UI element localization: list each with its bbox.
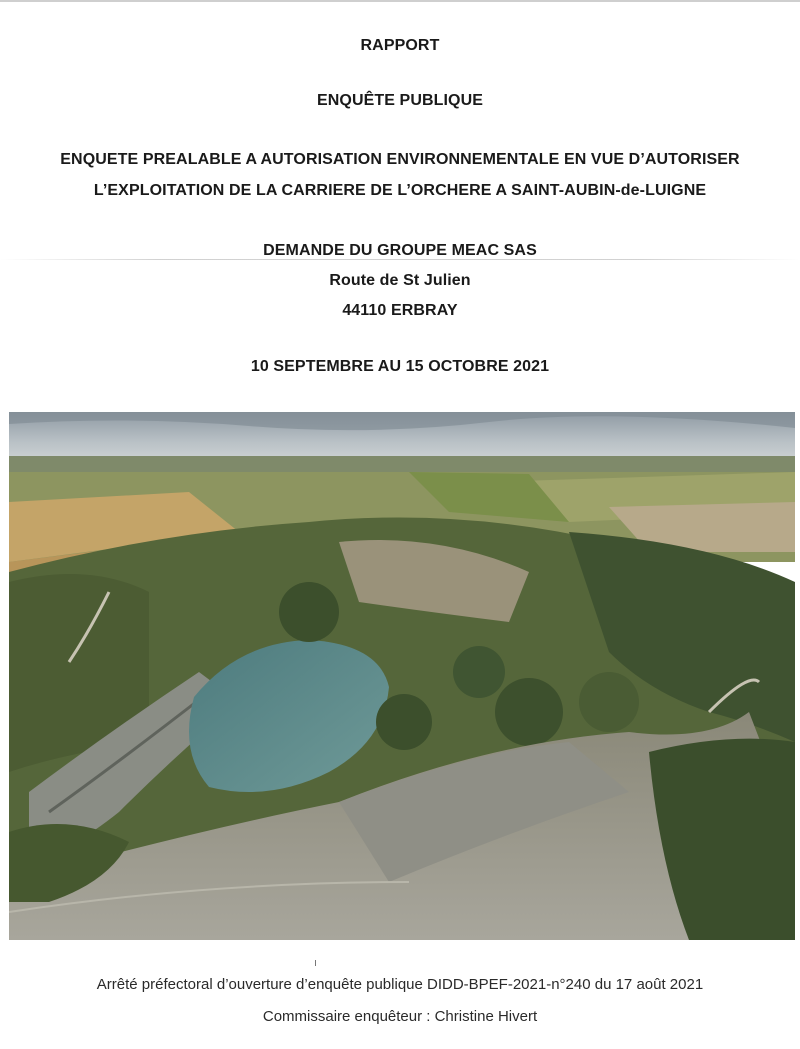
document-label-enquete: ENQUÊTE PUBLIQUE [316,92,484,109]
inquiry-dates: 10 SEPTEMBRE AU 15 OCTOBRE 2021 [250,358,550,375]
applicant-street: Route de St Julien [329,272,471,289]
quarry-aerial-photo [9,412,795,940]
scan-edge-top [0,0,800,2]
document-title-line-1: ENQUETE PREALABLE A AUTORISATION ENVIRONNEMENTALE EN VUE D’AUTORISER [60,151,740,168]
commissioner-name: Commissaire enquêteur : Christine Hivert [262,1008,538,1025]
document-label-rapport: RAPPORT [360,37,440,54]
applicant-city: 44110 ERBRAY [342,302,458,319]
document-title-line-2: L’EXPLOITATION DE LA CARRIERE DE L’ORCHERE A SAINT-AUBIN-de-LUIGNE [93,182,707,199]
scan-mark [315,960,316,966]
prefectoral-order: Arrêté préfectoral d’ouverture d’enquête publique DIDD-BPEF-2021-n°240 du 17 août 2021 [96,976,704,993]
applicant-name: DEMANDE DU GROUPE MEAC SAS [263,242,537,259]
